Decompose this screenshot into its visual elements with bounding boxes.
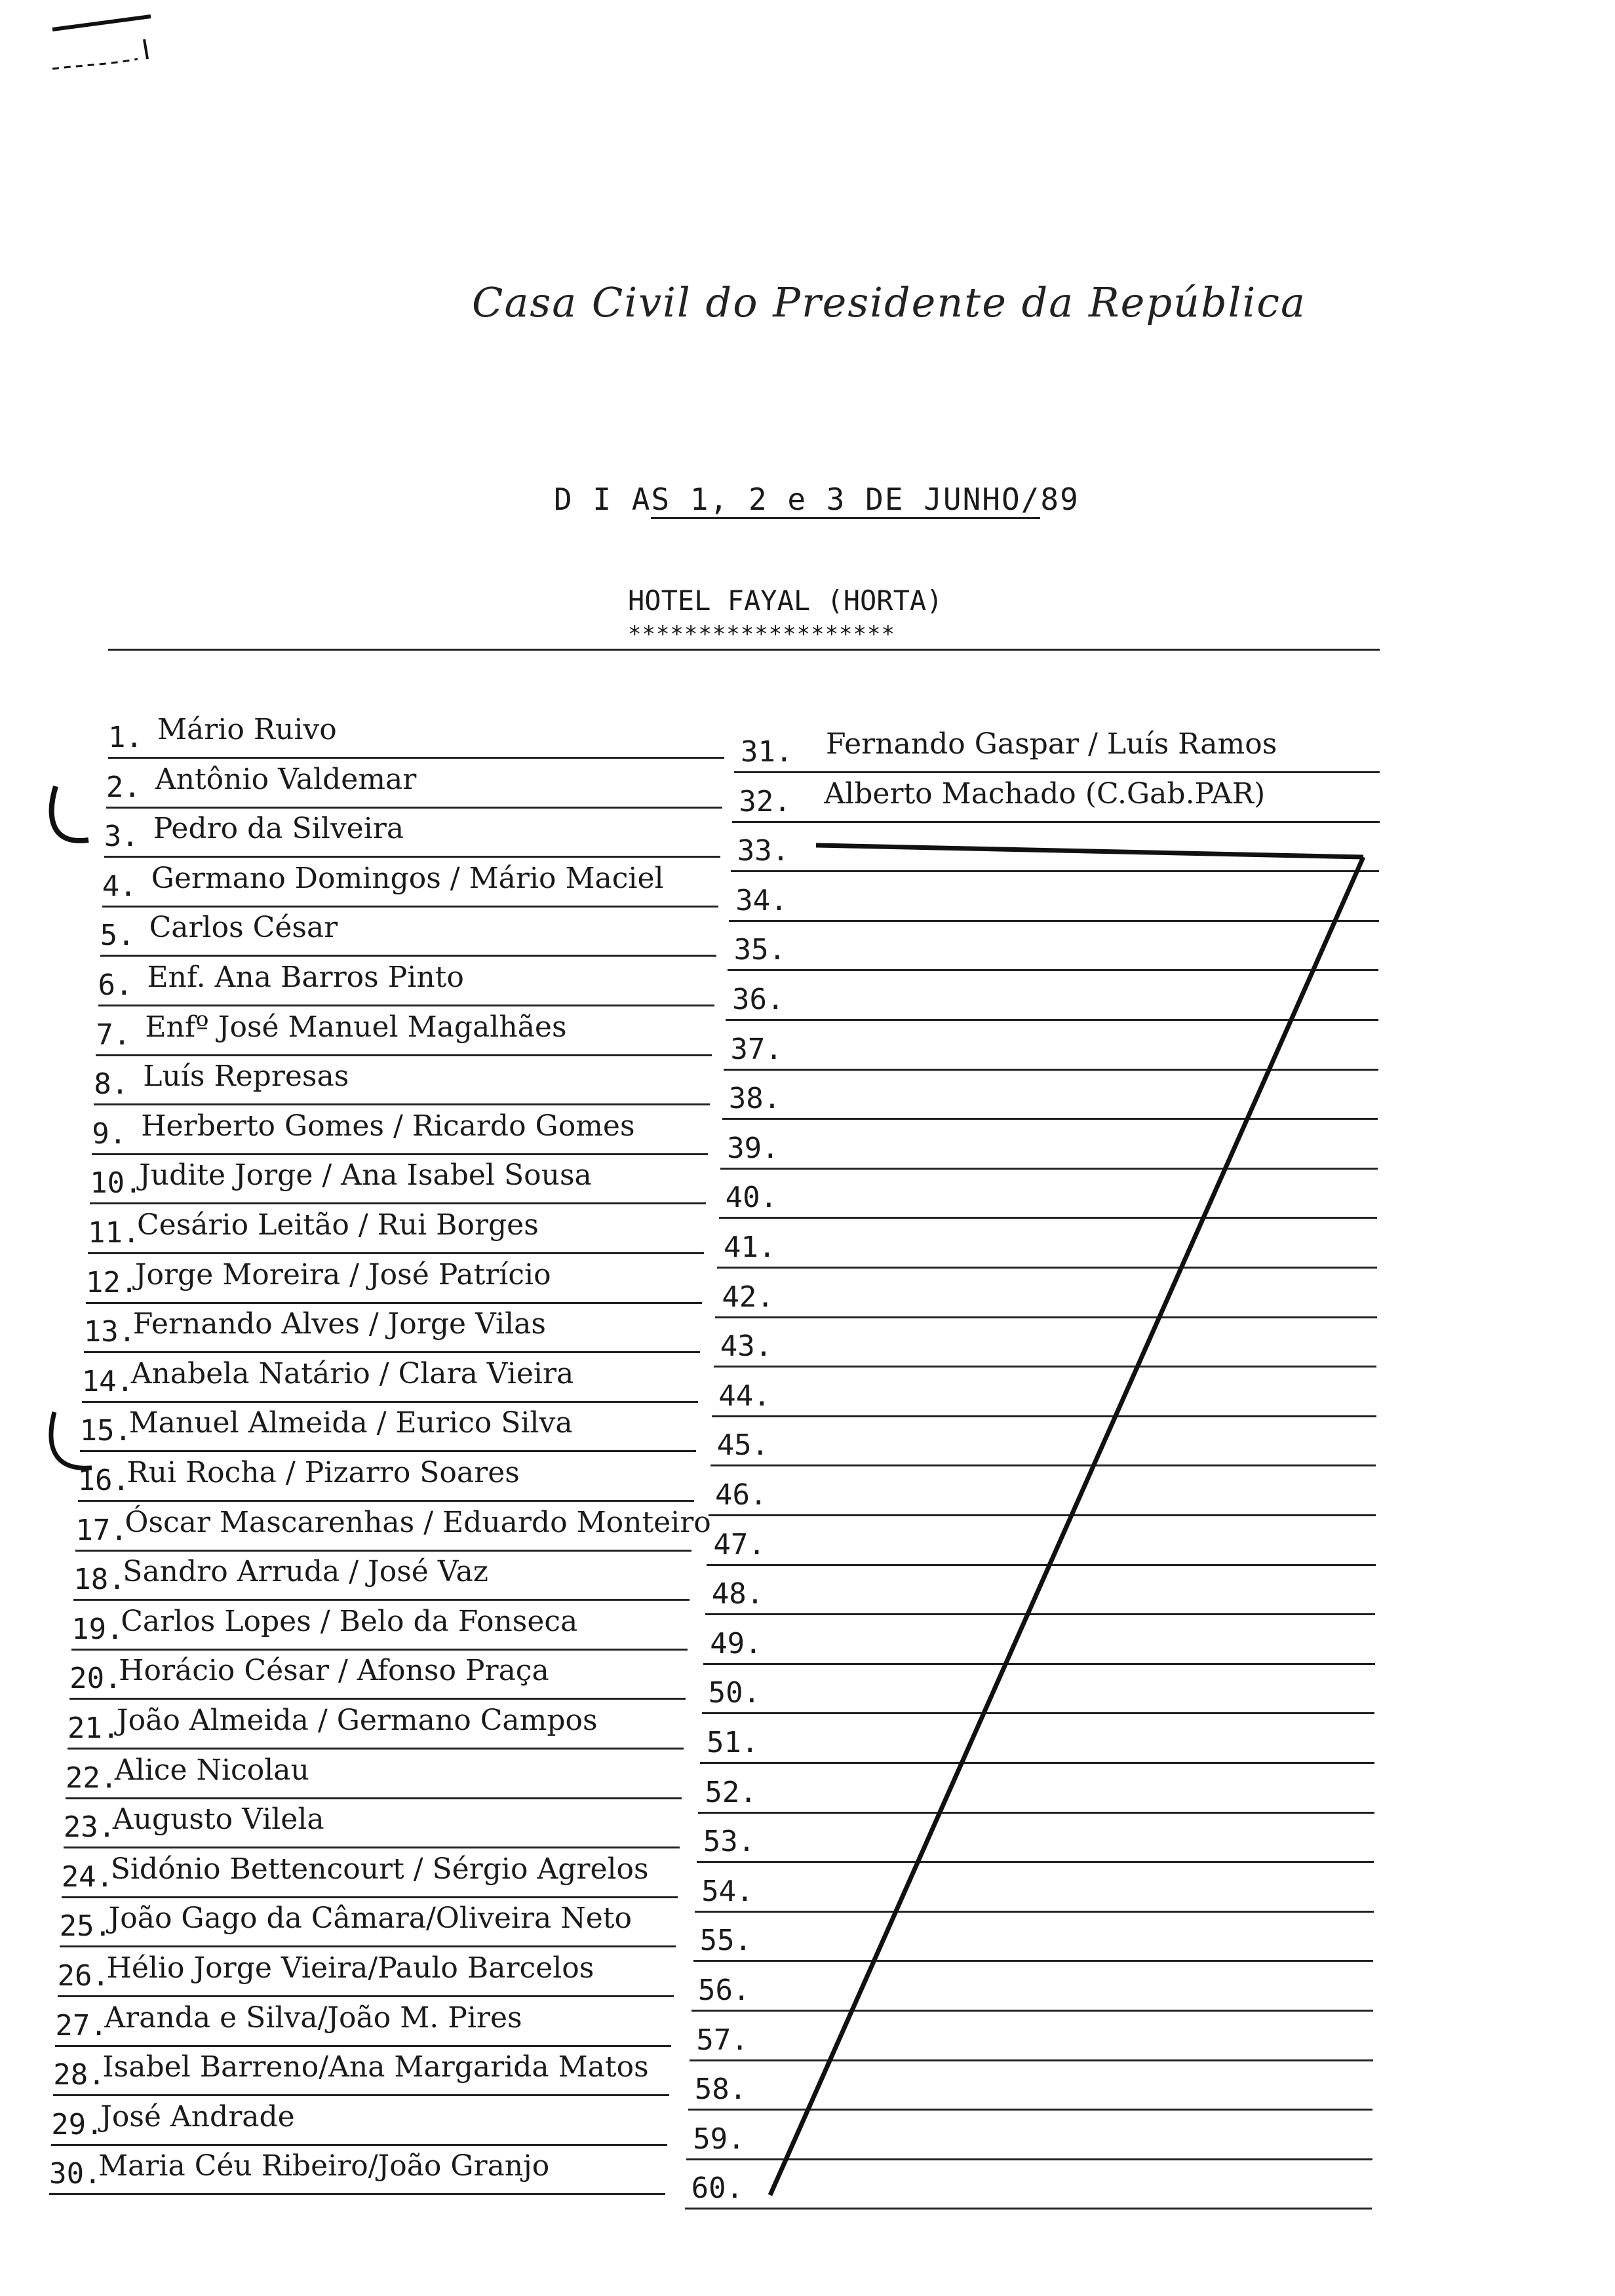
- list-item: [100, 907, 716, 957]
- list-item-name: Fernando Gaspar / Luís Ramos: [826, 727, 1277, 761]
- list-item: [84, 1303, 700, 1353]
- list-item-number: 27.: [55, 2008, 107, 2042]
- list-item-name: Carlos César: [149, 911, 338, 945]
- title-suffix: 89: [1040, 482, 1080, 517]
- list-item: [88, 1204, 704, 1254]
- list-item: [702, 1664, 1375, 1714]
- list-item: [60, 1898, 676, 1947]
- list-item: [58, 1947, 674, 1997]
- list-item: [71, 1601, 688, 1651]
- list-item-number: 44.: [718, 1379, 771, 1413]
- list-item-number: 58.: [694, 2073, 747, 2107]
- list-item-name: Enf. Ana Barros Pinto: [147, 961, 464, 994]
- title-underlined: S 1, 2 e 3 DE JUNHO/: [651, 482, 1040, 519]
- list-item-number: 14.: [81, 1364, 134, 1398]
- list-item-name: Mário Ruivo: [157, 713, 337, 746]
- list-item: [106, 759, 722, 809]
- list-item-number: 4.: [102, 869, 137, 903]
- list-item-name: Horácio César / Afonso Praça: [119, 1654, 549, 1688]
- list-item-number: 51.: [707, 1726, 759, 1759]
- list-item-number: 17.: [75, 1513, 128, 1547]
- list-item: [82, 1353, 698, 1403]
- list-item: [69, 1650, 686, 1700]
- list-item-name: Maria Céu Ribeiro/João Granjo: [98, 2149, 550, 2183]
- list-item-number: 47.: [713, 1527, 766, 1561]
- list-item-number: 10.: [90, 1166, 142, 1200]
- list-item-name: João Almeida / Germano Campos: [117, 1704, 598, 1737]
- list-item: [729, 872, 1379, 922]
- list-item: [688, 2061, 1372, 2111]
- list-item-number: 33.: [737, 834, 790, 868]
- list-item: [55, 1997, 671, 2047]
- document-title: [554, 482, 1080, 517]
- list-item: [715, 1269, 1376, 1318]
- list-item-name: Rui Rocha / Pizarro Soares: [126, 1456, 520, 1489]
- list-item-name: Fernando Alves / Jorge Vilas: [132, 1307, 546, 1341]
- pen-scribble-mark: [39, 7, 210, 85]
- list-item-name: Manuel Almeida / Eurico Silva: [128, 1406, 573, 1440]
- list-item: [98, 957, 714, 1006]
- list-item-number: 9.: [92, 1117, 127, 1151]
- list-item: [691, 1962, 1373, 2012]
- list-item-name: Luís Represas: [143, 1060, 349, 1094]
- list-item: [722, 1070, 1378, 1120]
- list-item: [96, 1006, 712, 1056]
- list-item: [51, 2096, 667, 2146]
- letterhead-text: Casa Civil do Presidente da República: [472, 278, 1306, 326]
- list-item-name: Óscar Mascarenhas / Eduardo Monteiro: [125, 1505, 711, 1539]
- list-item-number: 49.: [710, 1626, 762, 1660]
- list-item-number: 24.: [61, 1860, 114, 1894]
- list-item-number: 42.: [722, 1280, 774, 1314]
- list-item: [734, 723, 1380, 773]
- list-item-name: Sidónio Bettencourt / Sérgio Agrelos: [110, 1852, 649, 1886]
- list-item-number: 16.: [77, 1464, 130, 1497]
- list-item: [90, 1155, 706, 1204]
- list-item-name: Enfº José Manuel Magalhães: [145, 1010, 567, 1044]
- top-divider: [108, 649, 1380, 651]
- list-item: [49, 2145, 665, 2195]
- list-item-number: 19.: [71, 1612, 124, 1646]
- list-item-number: 22.: [65, 1761, 118, 1795]
- list-item-number: 11.: [88, 1216, 140, 1250]
- list-item: [710, 1417, 1376, 1466]
- list-item-number: 52.: [705, 1775, 757, 1809]
- list-item: [686, 2111, 1372, 2160]
- list-item: [73, 1551, 690, 1601]
- list-item: [80, 1402, 696, 1452]
- list-item-number: 56.: [698, 1974, 750, 2007]
- list-item-number: 37.: [730, 1032, 783, 1066]
- list-item-number: 32.: [739, 784, 791, 818]
- list-item: [685, 2160, 1372, 2210]
- list-item: [94, 1056, 710, 1105]
- list-item: [717, 1219, 1377, 1269]
- list-item-name: Herberto Gomes / Ricardo Gomes: [141, 1109, 635, 1143]
- hotel-stars: *******************: [628, 621, 895, 647]
- list-item: [64, 1799, 680, 1848]
- list-item-name: Pedro da Silveira: [153, 812, 404, 846]
- list-item-name: Carlos Lopes / Belo da Fonseca: [121, 1604, 578, 1638]
- list-item-name: Germano Domingos / Mário Maciel: [151, 861, 664, 895]
- list-item: [712, 1368, 1376, 1417]
- list-item-number: 41.: [724, 1231, 776, 1264]
- list-item-number: 12.: [85, 1265, 138, 1299]
- list-item-number: 2.: [106, 770, 141, 804]
- list-item-number: 8.: [94, 1067, 129, 1101]
- list-item-number: 31.: [741, 735, 793, 769]
- margin-bracket-mark: [39, 780, 118, 871]
- list-item: [53, 2046, 669, 2096]
- list-item-name: Cesário Leitão / Rui Borges: [137, 1208, 539, 1242]
- list-item-number: 34.: [735, 883, 788, 917]
- list-item-name: Hélio Jorge Vieira/Paulo Barcelos: [106, 1951, 594, 1985]
- list-item-name: Antônio Valdemar: [155, 762, 417, 796]
- list-item-number: 29.: [51, 2107, 104, 2141]
- hotel-heading: HOTEL FAYAL (HORTA): [628, 584, 943, 617]
- list-item-number: 46.: [715, 1478, 768, 1512]
- list-item-number: 3.: [104, 820, 139, 854]
- list-item: [86, 1254, 702, 1304]
- list-item: [75, 1502, 711, 1552]
- list-item-number: 45.: [716, 1428, 769, 1463]
- list-item-number: 23.: [63, 1810, 116, 1845]
- list-item-number: 39.: [727, 1131, 779, 1165]
- list-item-name: Sandro Arruda / José Vaz: [123, 1555, 488, 1589]
- letterhead: [472, 278, 1306, 351]
- list-item-number: 59.: [693, 2122, 745, 2156]
- list-item-number: 20.: [69, 1662, 122, 1696]
- list-item-number: 43.: [720, 1330, 773, 1364]
- list-item-number: 18.: [73, 1563, 126, 1597]
- list-item-number: 60.: [691, 2172, 744, 2206]
- list-item: [720, 1120, 1378, 1170]
- list-item: [78, 1452, 694, 1502]
- list-item: [709, 1466, 1376, 1516]
- list-item-name: Isabel Barreno/Ana Margarida Matos: [102, 2050, 649, 2084]
- list-item: [108, 709, 724, 759]
- list-item: [62, 1848, 678, 1898]
- list-item: [695, 1863, 1374, 1913]
- list-item-number: 53.: [703, 1825, 756, 1859]
- list-item-number: 30.: [49, 2157, 102, 2191]
- list-item: [703, 1615, 1375, 1665]
- list-item: [731, 822, 1379, 872]
- list-item: [693, 1912, 1374, 1962]
- list-item-number: 40.: [725, 1181, 778, 1215]
- list-item-number: 35.: [733, 933, 787, 967]
- list-item: [719, 1169, 1378, 1219]
- list-item-number: 36.: [732, 983, 785, 1016]
- list-item: [102, 858, 718, 908]
- list-item: [732, 773, 1379, 823]
- list-item-name: Anabela Natário / Clara Vieira: [130, 1356, 574, 1390]
- list-item: [700, 1714, 1374, 1764]
- list-item: [724, 1021, 1378, 1071]
- list-item-number: 6.: [98, 968, 133, 1002]
- list-item-number: 21.: [68, 1712, 120, 1745]
- margin-bracket-mark: [36, 1406, 115, 1504]
- list-item: [707, 1516, 1375, 1566]
- list-item-name: Judite Jorge / Ana Isabel Sousa: [139, 1158, 592, 1193]
- list-item: [68, 1700, 684, 1750]
- list-item-number: 13.: [83, 1315, 136, 1349]
- list-item-number: 48.: [711, 1577, 764, 1611]
- list-item: [92, 1105, 708, 1155]
- list-item-number: 28.: [53, 2058, 106, 2092]
- list-item: [104, 808, 720, 858]
- list-item: [705, 1565, 1375, 1615]
- list-item: [728, 921, 1379, 971]
- list-item-number: 25.: [59, 1909, 112, 1943]
- list-item-name: José Andrade: [100, 2099, 295, 2133]
- list-item: [66, 1750, 682, 1799]
- list-item-name: Alberto Machado (C.Gab.PAR): [824, 776, 1266, 811]
- list-item-number: 57.: [696, 2023, 749, 2057]
- list-item-name: Jorge Moreira / José Patrício: [134, 1257, 551, 1292]
- list-item-number: 1.: [108, 721, 143, 754]
- list-item-name: Aranda e Silva/João M. Pires: [104, 2000, 522, 2035]
- list-item: [714, 1318, 1376, 1368]
- list-item-name: João Gago da Câmara/Oliveira Neto: [108, 1902, 632, 1936]
- list-item-number: 15.: [79, 1414, 132, 1448]
- list-item: [698, 1764, 1374, 1814]
- list-item-number: 54.: [701, 1874, 754, 1908]
- list-item-name: Alice Nicolau: [114, 1753, 309, 1787]
- list-item: [726, 971, 1378, 1021]
- list-item-number: 55.: [699, 1924, 752, 1958]
- list-item-number: 7.: [96, 1018, 131, 1052]
- title-prefix: D I A: [554, 482, 652, 517]
- list-item: [690, 2012, 1372, 2061]
- list-item: [697, 1813, 1374, 1863]
- list-item-number: 50.: [708, 1676, 761, 1710]
- list-item-number: 5.: [100, 919, 135, 953]
- list-item-name: Augusto Vilela: [112, 1803, 324, 1837]
- list-item-number: 26.: [57, 1959, 109, 1993]
- list-item-number: 38.: [728, 1082, 781, 1116]
